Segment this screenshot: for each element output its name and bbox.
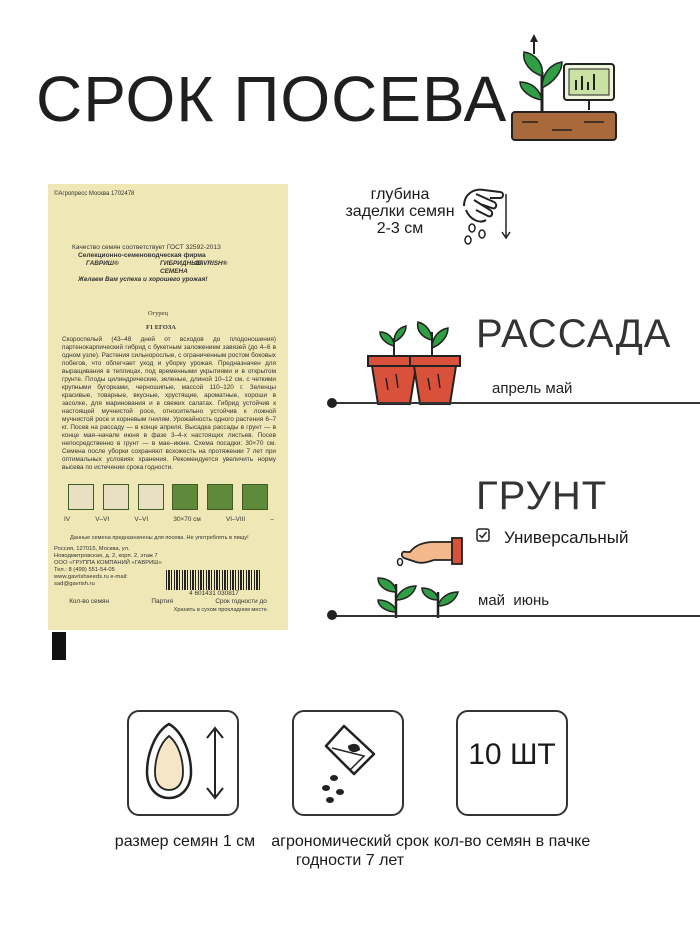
packet-brand-ru: ГАВРИШ® (86, 260, 119, 267)
packet-step-illustrations (68, 484, 268, 512)
packet-month: VI–VIII (225, 516, 246, 523)
step-harvest-icon (242, 484, 268, 510)
packet-description: Скороспелый (43–48 дней от всходов до плодоношения) партенокарпический гибрид с букетным заложением завязей (до 4–6 в одном узле). Растения сильнорослые, с ограниченным ростом боковых побегов, что облегчает уход и уборку урожая. Предназначен для выращивания в теплицах, под временными укрытиями и в открытом грунте. Плоды цилиндрические, зеленые, длиной 10–12 см, с четкими крупными бугорками, черношипые, массой 110–120 г. Зеленцы красивые, товарные, вкусные, хрустящие, ароматные, хороши в засолке, для маринования и в свежих салатах. Гибрид устойчив к настоящей мучнистой росе, относительно устойчив к ложной мучнистой росе и корневым гнилям. Урожайность одного растения 6–7 кг. Посев на рассаду — в конце апреля. Высадка рассады в грунт — в конце мая–начале июня в фазе 3–4-х настоящих листьев. Посев непосредственно в грунт — в мае–июне. Схема посадки: 30×70 см. Семена после уборки сохраняют всхожесть на протяжении 7 лет при оптимальных условиях хранения. Рекомендуется увеличить норму высева по истечении срока годности. (62, 336, 276, 471)
packet-address: Россия, 127015, Москва, ул. Новодмитровская, д. 2, корп. 2, этаж 7 ООО «ГРУППА КОМПАНИЙ «ГАВРИШ» Тел.: 8 (499) 551-54-05 www.gavrishseeds.ru e-mail: sad@gavrish.ru (54, 546, 162, 587)
packet-foot-label: Партия (151, 598, 173, 605)
packet-publisher: ©Агропресс Москва 1702478 (54, 191, 135, 197)
packet-footer (48, 598, 288, 606)
seedling-monitor-icon (508, 32, 620, 144)
step-sowing-icon (68, 484, 94, 510)
seed-size-icon (129, 712, 237, 814)
seed-size-caption: размер семян 1 см (114, 833, 256, 850)
packet-month: V–VI (95, 516, 110, 523)
step-growing-icon (207, 484, 233, 510)
hand-planting-icon (374, 530, 464, 620)
packet-brand-sub: ГИБРИДНЫЕ СЕМЕНА (160, 260, 202, 275)
step-planting-icon (138, 484, 164, 510)
seed-count-value: 10 ШТ (468, 738, 556, 771)
packet-hang-tab (48, 630, 288, 662)
seedling-months: апрель май (492, 380, 573, 397)
seed-count-caption: кол-во семян в пачке (433, 833, 591, 850)
seedling-pots-icon (364, 318, 464, 408)
seed-size-box (127, 710, 239, 816)
page-title: СРОК ПОСЕВА (36, 63, 508, 135)
ground-months: май июнь (478, 592, 550, 609)
packet-company: Селекционно-семеноводческая фирма (78, 252, 206, 259)
seed-packet-pour-icon (294, 712, 402, 814)
packet-foot-label: Кол-во семян (69, 598, 109, 605)
seed-packet (48, 184, 288, 662)
packet-brand-en: GAVRISH® (194, 260, 228, 267)
step-watering-icon (103, 484, 129, 510)
hand-sowing-icon (456, 180, 518, 250)
packet-tab-mark (52, 632, 66, 660)
ground-timeline-dot (327, 610, 337, 620)
sowing-depth-label: глубина заделки семян 2-3 см (345, 186, 455, 237)
packet-notice: Данные семена предназначены для посева. Не употреблять в пищу! (70, 535, 249, 541)
packet-months (64, 516, 274, 524)
ground-section-title: ГРУНТ (476, 474, 608, 518)
barcode-number: 4 601431 030817 (166, 590, 262, 598)
packet-month: 30×70 см (173, 516, 201, 523)
packet-variety: F1 ЕГОЗА (146, 324, 176, 331)
shelf-life-box (292, 710, 404, 816)
seedling-section-title: РАССАДА (476, 312, 672, 356)
packet-foot-label: Срок годности до (215, 598, 267, 605)
packet-gost: Качество семян соответствует ГОСТ 32592-2013 (72, 244, 221, 251)
checkbox-checked-icon (476, 528, 490, 542)
step-spacing-icon (172, 484, 198, 510)
seedling-timeline-dot (327, 398, 337, 408)
packet-month: – (270, 516, 274, 523)
packet-crop: Огурец (148, 310, 168, 317)
packet-month: IV (64, 516, 71, 523)
shelf-life-caption: агрономический срок годности 7 лет (271, 833, 429, 869)
seedling-timeline (332, 402, 700, 404)
packet-storage: Хранить в сухом прохладном месте. (173, 607, 269, 613)
packet-month: V–VI (134, 516, 149, 523)
ground-timeline (332, 615, 700, 617)
soil-type: Универсальный (504, 528, 629, 547)
packet-wish: Желаем Вам успеха и хорошего урожая! (78, 276, 208, 283)
